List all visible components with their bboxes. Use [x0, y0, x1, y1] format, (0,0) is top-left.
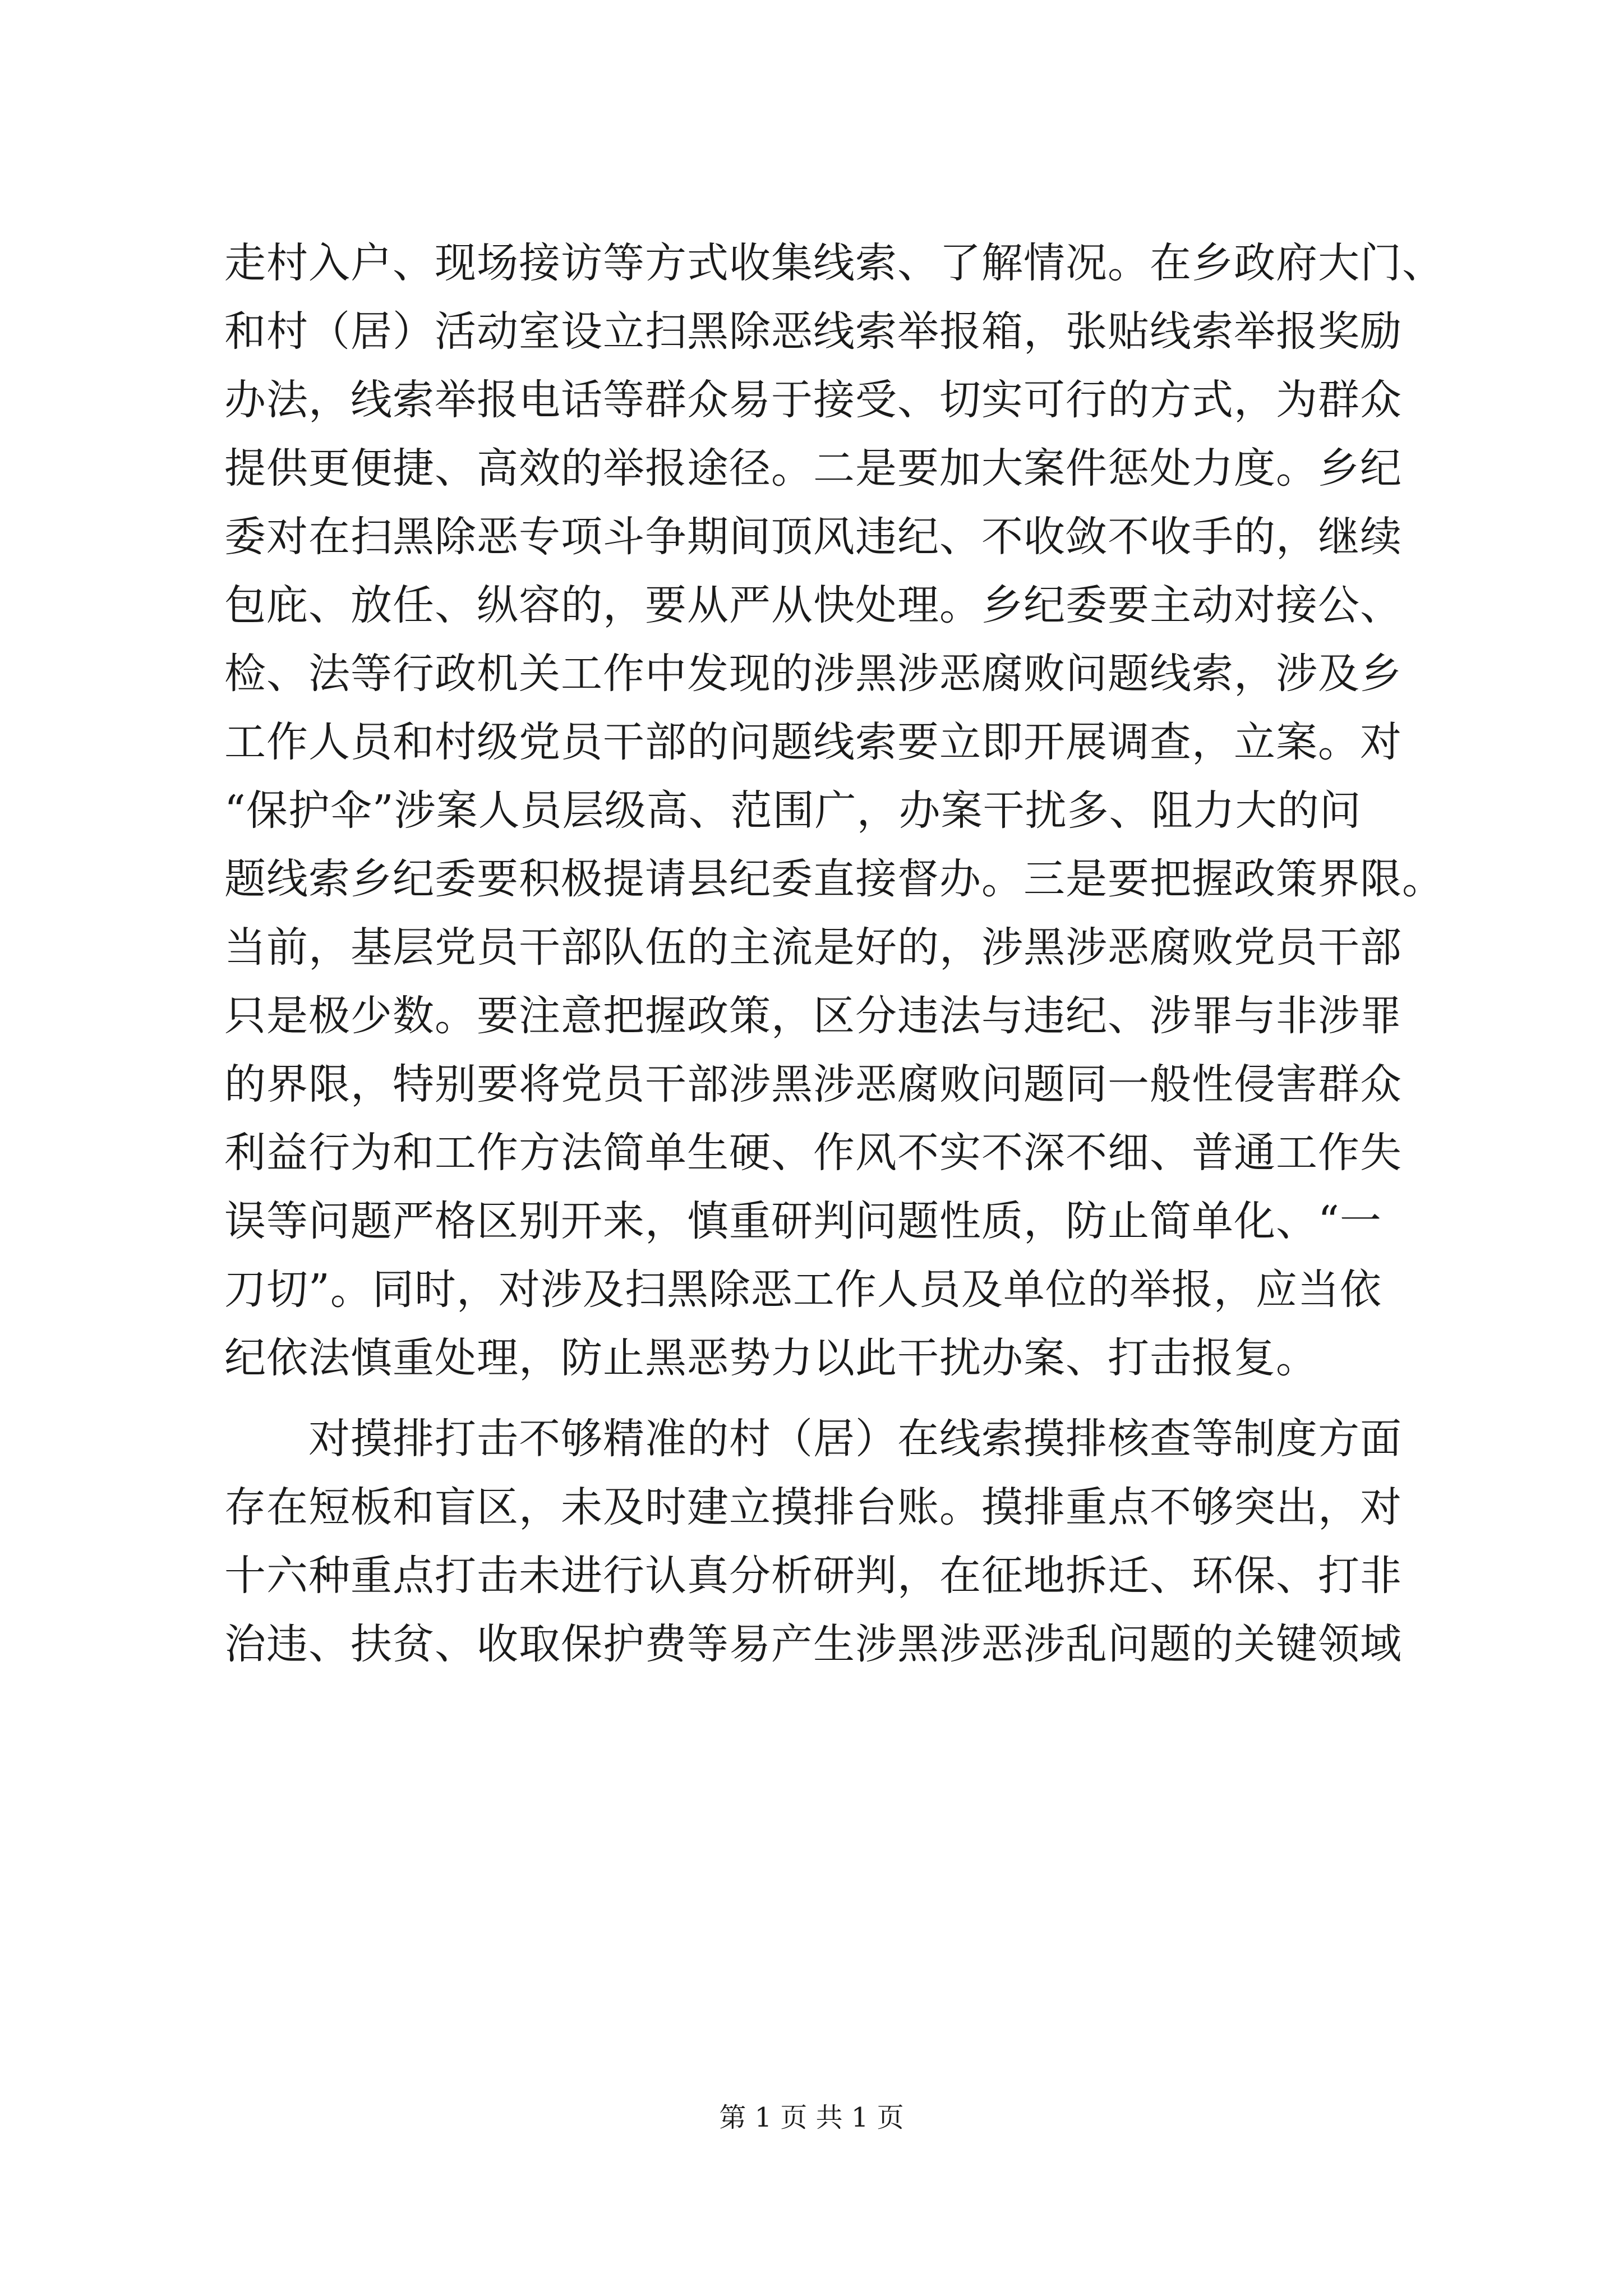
- text-line: “保护伞”涉案人员层级高、范围广，办案干扰多、阻力大的问: [224, 786, 1362, 835]
- text-line: 误等问题严格区别开来，慎重研判问题性质，防止简单化、“一: [224, 1197, 1382, 1245]
- text-line: 刀切”。同时，对涉及扫黑除恶工作人员及单位的举报，应当依: [224, 1266, 1382, 1314]
- text-line: 委对在扫黑除恶专项斗争期间顶风违纪、不收敛不收手的，继续: [224, 513, 1402, 561]
- text-line: 走村入户、现场接访等方式收集线索、了解情况。在乡政府大门、: [224, 239, 1444, 287]
- text-line: 包庇、放任、纵容的，要从严从快处理。乡纪委要主动对接公、: [224, 581, 1402, 629]
- text-line: 工作人员和村级党员干部的问题线索要立即开展调查，立案。对: [224, 718, 1402, 766]
- text-line: 纪依法慎重处理，防止黑恶势力以此干扰办案、打击报复。: [224, 1334, 1318, 1382]
- text-line: 检、法等行政机关工作中发现的涉黑涉恶腐败问题线索，涉及乡: [224, 650, 1402, 698]
- paragraph-first-line: 对摸排打击不够精准的村（居）在线索摸排核查等制度方面: [308, 1415, 1402, 1463]
- text-line: 提供更便捷、高效的举报途径。二是要加大案件惩处力度。乡纪: [224, 444, 1402, 493]
- text-line: 治违、扶贫、收取保护费等易产生涉黑涉恶涉乱问题的关键领域: [224, 1620, 1402, 1668]
- page-number-footer: 第 1 页 共 1 页: [719, 2102, 904, 2133]
- text-line: 办法，线索举报电话等群众易于接受、切实可行的方式，为群众: [224, 376, 1402, 424]
- text-line: 的界限，特别要将党员干部涉黑涉恶腐败问题同一般性侵害群众: [224, 1060, 1402, 1108]
- text-line: 和村（居）活动室设立扫黑除恶线索举报箱，张贴线索举报奖励: [224, 307, 1402, 356]
- text-line: 十六种重点打击未进行认真分析研判，在征地拆迁、环保、打非: [224, 1552, 1402, 1600]
- text-line: 利益行为和工作方法简单生硬、作风不实不深不细、普通工作失: [224, 1129, 1402, 1177]
- text-line: 题线索乡纪委要积极提请县纪委直接督办。三是要把握政策界限。: [224, 855, 1444, 903]
- document-body: [224, 229, 1444, 1678]
- text-line: 只是极少数。要注意把握政策，区分违法与违纪、涉罪与非涉罪: [224, 992, 1402, 1040]
- text-line: 当前，基层党员干部队伍的主流是好的，涉黑涉恶腐败党员干部: [224, 923, 1402, 972]
- text-line: 存在短板和盲区，未及时建立摸排台账。摸排重点不够突出，对: [224, 1483, 1402, 1531]
